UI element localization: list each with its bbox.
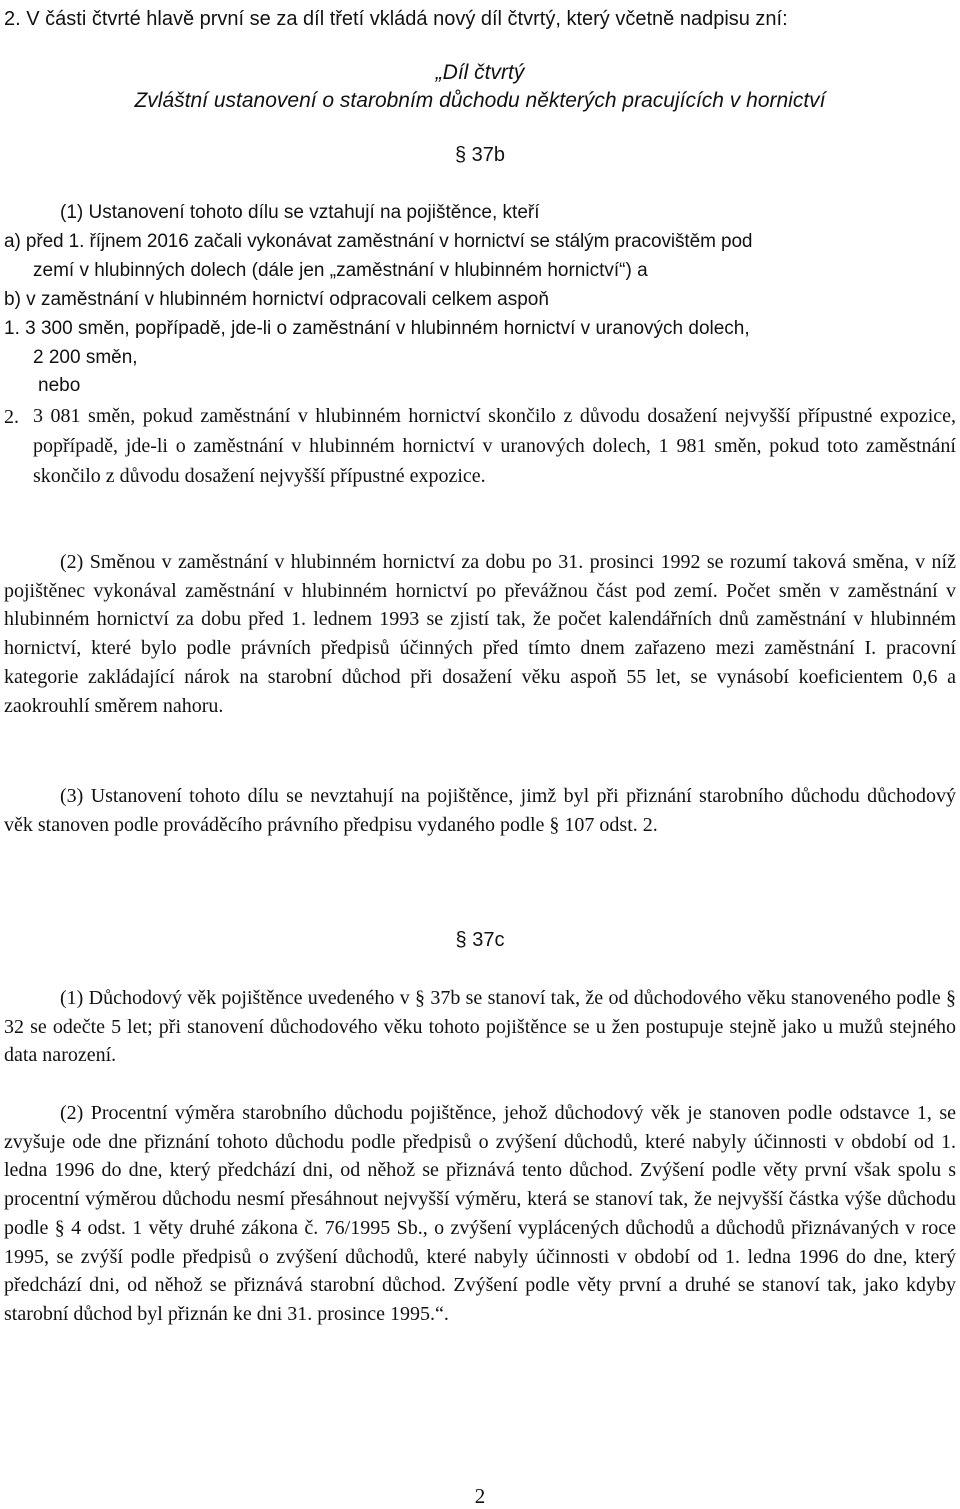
part-title: „Díl čtvrtý: [435, 61, 525, 84]
section-37c-heading: § 37c: [455, 929, 505, 951]
section-37b-paragraph-1-intro: (1) Ustanovení tohoto dílu se vztahují na pojištěnce, kteří: [60, 202, 540, 223]
page-number: 2: [474, 1484, 486, 1508]
section-37b-paragraph-3: (3) Ustanovení tohoto dílu se nevztahují na pojištěnce, jimž byl při přiznání starobního důchodu důchodový věk stanoven podle prováděcího právního předpisu vydaného podle § 107 odst. 2.: [4, 785, 956, 836]
subitem-1-line-1: 1. 3 300 směn, popřípadě, jde-li o zaměstnání v hlubinném hornictví v uranových dolech,: [4, 318, 750, 339]
section-37c-paragraph-2: (2) Procentní výměra starobního důchodu pojištěnce, jehož důchodový věk je stanoven podle odstavce 1, se zvyšuje ode dne přiznání tohoto důchodu podle předpisů o zvýšení důchodů, které nabyly účinnosti v období od 1. ledna 1996 do dne, který předchází dni, od něhož se přiznává tento důchod. Zvýšení podle věty první však spolu s procentní výměrou důchodu nesmí přesáhnout nejvyšší výměru, která se stanoví tak, že nejvyšší částka výše důchodu podle § 4 odst. 1 věty druhé zákona č. 76/1995 Sb., o zvýšení vyplácených důchodů a důchodů přiznávaných v roce 1995, se zvýší podle předpisů o zvýšení důchodů, které nabyly účinnosti v období od 1. ledna 1996 do dne, který předchází dni, od něhož se přiznává starobní důchod. Zvýšení podle věty první a druhé se stanoví tak, jako kdyby starobní důchod byl přiznán ke dni 31. prosince 1995.“.: [4, 1102, 956, 1325]
subitem-2-text: 3 081 směn, pokud zaměstnání v hlubinném hornictví skončilo z důvodu dosažení nejvyšší přípustné expozice, popřípadě, jde-li o zaměstnání v hlubinném hornictví v uranových dolech, 1 981 směn, pokud toto zaměstnání skončilo z důvodu dosažení nejvyšší přípustné expozice.: [33, 405, 956, 487]
section-37b-heading: § 37b: [454, 144, 506, 166]
section-37c-paragraph-1: (1) Důchodový věk pojištěnce uvedeného v § 37b se stanoví tak, že od důchodového věku stanoveného podle § 32 se odečte 5 let; při stanovení důchodového věku tohoto pojištěnce se u žen postupuje stejně jako u mužů stejného data narození.: [4, 987, 956, 1067]
subitem-1-line-2: 2 200 směn,: [33, 347, 138, 368]
item-b: b) v zaměstnání v hlubinném hornictví odpracovali celkem aspoň: [4, 289, 549, 310]
part-subtitle: Zvláštní ustanovení o starobním důchodu některých pracujících v hornictví: [134, 89, 826, 112]
item-a-line-1: a) před 1. říjnem 2016 začali vykonávat zaměstnání v hornictví se stálým pracovištěm pod: [4, 231, 753, 252]
subitem-2-number: 2.: [4, 406, 19, 428]
intro-text: 2. V části čtvrté hlavě první se za díl třetí vkládá nový díl čtvrtý, který včetně nadpisu zní:: [4, 8, 788, 30]
section-37b-paragraph-2: (2) Směnou v zaměstnání v hlubinném hornictví za dobu po 31. prosinci 1992 se rozumí taková směna, v níž pojištěnec vykonával zaměstnání v hlubinném hornictví po převážnou část pod zemí. Počet směn v zaměstnání v hlubinném hornictví za dobu před 1. lednem 1993 se zjistí tak, že počet kalendářních dnů zaměstnání v hlubinném hornictví, které bylo podle právních předpisů účinných před tímto dnem zařazeno mezi zaměstnání I. pracovní kategorie zakládající nárok na starobní důchod při dosažení věku aspoň 55 let, se vynásobí koeficientem 0,6 a zaokrouhlí směrem nahoru.: [4, 551, 956, 717]
conjunction-nebo: nebo: [38, 375, 81, 396]
item-a-line-2: zemí v hlubinných dolech (dále jen „zaměstnání v hlubinném hornictví“) a: [33, 260, 648, 281]
